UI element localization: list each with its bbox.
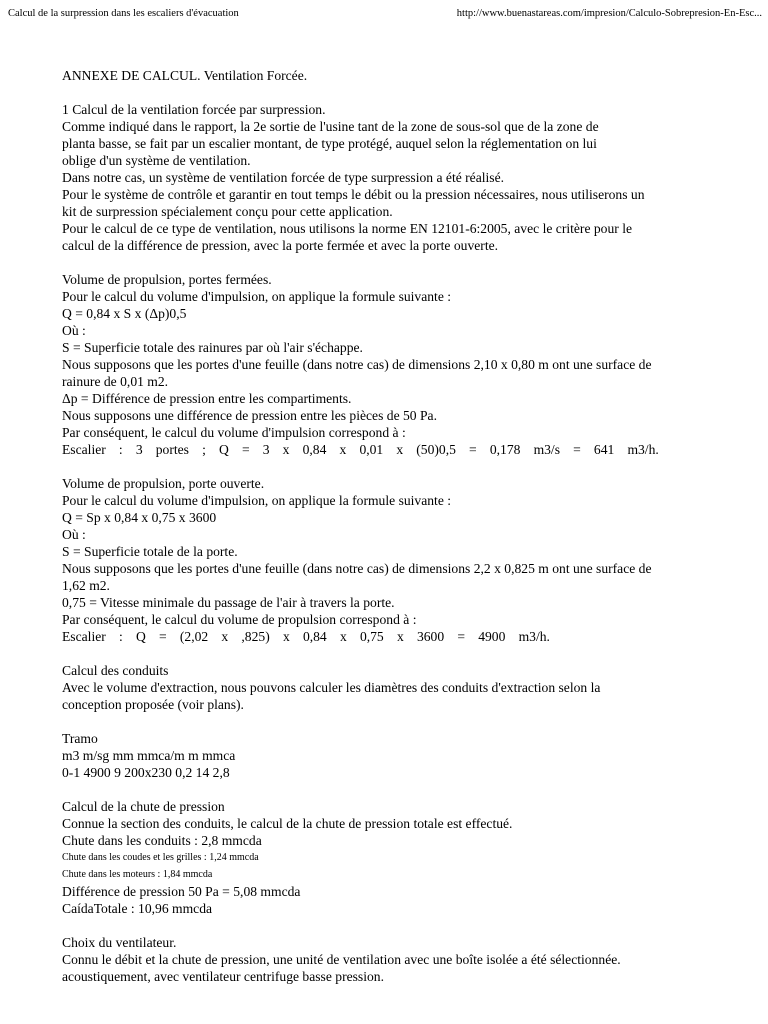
calc-token: = [469, 442, 477, 457]
calc-token: x [282, 629, 290, 644]
calc-token: 3 [135, 442, 143, 457]
calc-token: (50)0,5 [416, 442, 456, 457]
calc-token: 3 [262, 442, 270, 457]
pressure-drop-item: Différence de pression 50 Pa = 5,08 mmcda [62, 884, 301, 899]
paragraph-line: conception proposée (voir plans). [62, 697, 244, 712]
pressure-drop-item: Chute dans les conduits : 2,8 mmcda [62, 833, 262, 848]
calc-token: m3/h. [518, 629, 550, 644]
paragraph-line: calcul de la différence de pression, avec la porte fermée et avec la porte ouverte. [62, 238, 499, 253]
header-url[interactable]: http://www.buenastareas.com/impresion/Calculo-Sobrepresion-En-Esc... [456, 8, 762, 19]
calc-token: ,825) [241, 629, 270, 644]
calculation-open [62, 628, 550, 645]
paragraph-line: Connue la section des conduits, le calcul de la chute de pression totale est effectué. [62, 816, 513, 831]
section-heading: Calcul de la chute de pression [62, 799, 225, 814]
pressure-drop-item: Chute dans les coudes et les grilles : 1,24 mmcda [62, 852, 259, 863]
definition: 0,75 = Vitesse minimale du passage de l'air à travers la porte. [62, 595, 395, 610]
calc-token: x [396, 629, 404, 644]
paragraph-line: Par conséquent, le calcul du volume de propulsion correspond à : [62, 612, 417, 627]
calc-token: 0,84 [302, 442, 327, 457]
calc-token: 641 [593, 442, 615, 457]
paragraph-line: planta basse, se fait par un escalier montant, de type protégé, auquel selon la réglementation on lui [62, 136, 597, 151]
definition: Δp = Différence de pression entre les compartiments. [62, 391, 352, 406]
pressure-drop-total: CaídaTotale : 10,96 mmcda [62, 901, 213, 916]
calc-token: Escalier [62, 629, 106, 644]
definition: S = Superficie totale des rainures par où l'air s'échappe. [62, 340, 363, 355]
where-label: Où : [62, 527, 86, 542]
calc-token: x [339, 442, 347, 457]
paragraph-line: Nous supposons une différence de pression entre les pièces de 50 Pa. [62, 408, 437, 423]
calc-token: x [221, 629, 229, 644]
section-heading: Choix du ventilateur. [62, 935, 177, 950]
calc-token: = [159, 629, 167, 644]
paragraph-line: Pour le calcul du volume d'impulsion, on applique la formule suivante : [62, 493, 452, 508]
where-label: Où : [62, 323, 86, 338]
section-heading: 1 Calcul de la ventilation forcée par surpression. [62, 102, 326, 117]
calc-token: 0,84 [302, 629, 327, 644]
paragraph-line: rainure de 0,01 m2. [62, 374, 169, 389]
calc-token: Escalier [62, 442, 106, 457]
paragraph-line: 1,62 m2. [62, 578, 110, 593]
section-heading: Volume de propulsion, porte ouverte. [62, 476, 265, 491]
paragraph-line: Pour le calcul de ce type de ventilation, nous utilisons la norme EN 12101-6:2005, avec le critère pour le [62, 221, 633, 236]
paragraph-line: acoustiquement, avec ventilateur centrifuge basse pression. [62, 969, 384, 984]
calc-token: Q [219, 442, 229, 457]
calc-token: 4900 [478, 629, 506, 644]
table-row: 0-1 4900 9 200x230 0,2 14 2,8 [62, 765, 230, 780]
calc-token: : [118, 442, 123, 457]
section-heading: Volume de propulsion, portes fermées. [62, 272, 272, 287]
header-title: Calcul de la surpression dans les escaliers d'évacuation [8, 8, 239, 19]
formula: Q = Sp x 0,84 x 0,75 x 3600 [62, 510, 217, 525]
calc-token: Q [135, 629, 146, 644]
paragraph-line: Nous supposons que les portes d'une feuille (dans notre cas) de dimensions 2,2 x 0,825 m ont une surface de [62, 561, 652, 576]
section-heading: Calcul des conduits [62, 663, 169, 678]
calc-token: 3600 [416, 629, 445, 644]
paragraph-line: Pour le système de contrôle et garantir en tout temps le débit ou la pression nécessaires, nous utiliserons un [62, 187, 645, 202]
calc-token: x [396, 442, 404, 457]
calc-token: = [573, 442, 581, 457]
paragraph-line: kit de surpression spécialement conçu pour cette application. [62, 204, 393, 219]
print-header [8, 7, 762, 21]
paragraph-line: Dans notre cas, un système de ventilation forcée de type surpression a été réalisé. [62, 170, 505, 185]
table-heading: Tramo [62, 731, 98, 746]
pressure-drop-item: Chute dans les moteurs : 1,84 mmcda [62, 869, 213, 880]
calc-token: = [457, 629, 465, 644]
paragraph-line: Connu le débit et la chute de pression, une unité de ventilation avec une boîte isolée a été sélectionnée. [62, 952, 621, 967]
calc-token: m3/s [533, 442, 560, 457]
formula: Q = 0,84 x S x (Δp)0,5 [62, 306, 187, 321]
calc-token: = [241, 442, 250, 457]
table-units-row: m3 m/sg mm mmca/m m mmca [62, 748, 236, 763]
calc-token: 0,01 [359, 442, 384, 457]
calc-token: x [282, 442, 290, 457]
paragraph-line: Par conséquent, le calcul du volume d'impulsion correspond à : [62, 425, 406, 440]
calc-token: ; [202, 442, 206, 457]
calc-token: 0,178 [489, 442, 521, 457]
paragraph-line: oblige d'un système de ventilation. [62, 153, 251, 168]
paragraph-line: Nous supposons que les portes d'une feuille (dans notre cas) de dimensions 2,10 x 0,80 m ont une surface de [62, 357, 652, 372]
paragraph-line: Comme indiqué dans le rapport, la 2e sortie de l'usine tant de la zone de sous-sol que de la zone de [62, 119, 599, 134]
calc-token: (2,02 [179, 629, 209, 644]
calc-token: x [339, 629, 347, 644]
definition: S = Superficie totale de la porte. [62, 544, 238, 559]
calc-token: : [118, 629, 123, 644]
document-title: ANNEXE DE CALCUL. Ventilation Forcée. [62, 68, 308, 83]
calculation-closed [62, 441, 659, 458]
paragraph-line: Pour le calcul du volume d'impulsion, on applique la formule suivante : [62, 289, 452, 304]
calc-token: m3/h. [627, 442, 659, 457]
calc-token: 0,75 [359, 629, 384, 644]
calc-token: portes [155, 442, 189, 457]
paragraph-line: Avec le volume d'extraction, nous pouvons calculer les diamètres des conduits d'extraction selon la [62, 680, 601, 695]
document-body [62, 67, 702, 985]
